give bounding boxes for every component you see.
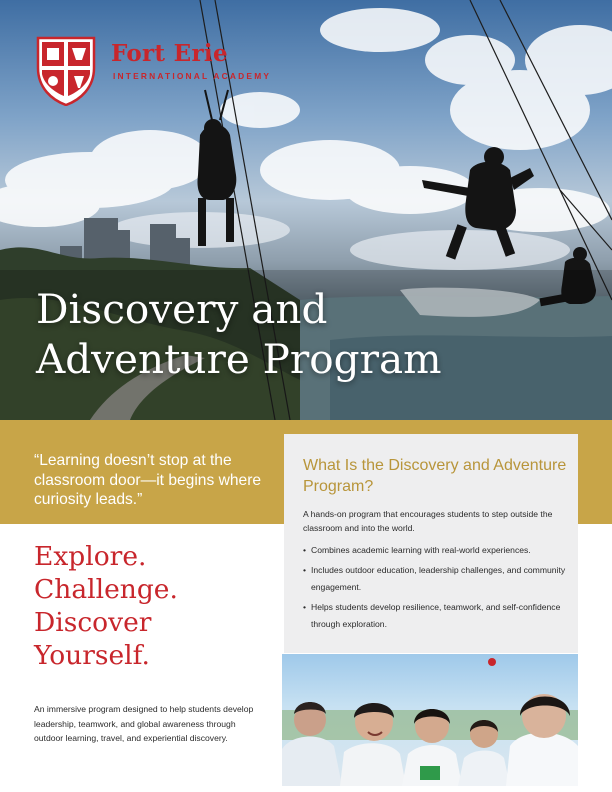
title-line-2: Adventure Program: [36, 335, 442, 383]
academy-logo[interactable]: [34, 34, 284, 109]
feature-item: • Helps students develop resilience, teamwork, and self-confidence through exploration.: [303, 599, 568, 633]
headline-line-3: Discover: [34, 607, 152, 638]
feature-list: [303, 542, 568, 636]
panel-intro: A hands-on program that encourages students to step outside the classroom and into the world.: [303, 509, 553, 533]
page-title: [36, 284, 596, 384]
headline-line-2: Challenge.: [34, 574, 178, 605]
headline-line-1: Explore.: [34, 541, 147, 572]
intro-text: An immersive program designed to help students develop leadership, teamwork, and global awareness through outdoor learning, travel, and experiential discovery.: [34, 704, 254, 743]
feature-item: • Includes outdoor education, leadership challenges, and community engagement.: [303, 562, 568, 596]
academy-name: Fort Erie: [111, 40, 228, 67]
crest-shield-icon: [34, 34, 98, 106]
panel-title: What Is the Discovery and Adventure Program?: [303, 457, 567, 495]
students-photo: [282, 654, 578, 786]
title-line-1: Discovery and: [36, 285, 328, 333]
students-illustration: [282, 654, 578, 786]
pull-quote: “Learning doesn’t stop at the classroom door—it begins where curiosity leads.”: [34, 452, 262, 508]
academy-tagline: INTERNATIONAL ACADEMY: [113, 71, 272, 81]
feature-item: • Combines academic learning with real-world experiences.: [303, 542, 568, 559]
headline: [34, 540, 274, 672]
headline-line-4: Yourself.: [34, 640, 150, 671]
